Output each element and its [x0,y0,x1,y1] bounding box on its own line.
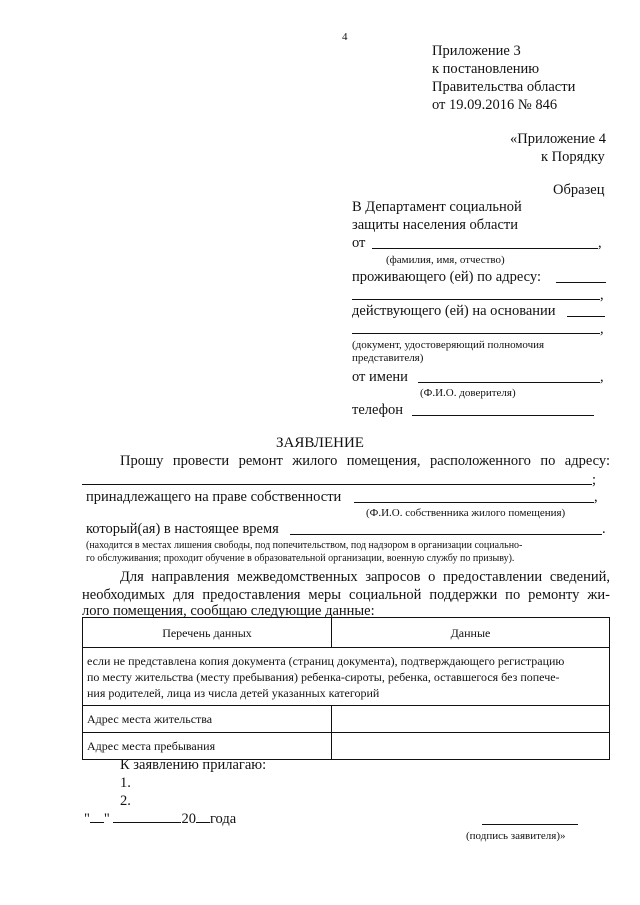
from-hint: (фамилия, имя, отчество) [386,254,505,266]
residing-field-line-2[interactable] [352,299,600,300]
date-close-quote: " [103,811,110,827]
para-line3: лого помещения, сообщаю следующие данные: [82,603,375,619]
acting-label: действующего (ей) на основании [352,303,556,319]
table-header-list: Перечень данных [83,618,332,648]
acting-comma: , [600,321,604,337]
signature-hint: (подпись заявителя)» [466,830,566,842]
doc-hint-line2: представителя) [352,352,424,364]
date-open-quote: " [84,811,90,827]
residence-address-value[interactable] [332,706,610,733]
date-month-field[interactable] [113,810,181,823]
attachments-label: К заявлению прилагаю: [120,757,267,773]
owned-label: принадлежащего на праве собственности [86,489,342,505]
acting-field-line-1[interactable] [567,316,605,317]
situation-period: . [602,521,606,537]
request-line: Прошу провести ремонт жилого помещения, расположенного по адресу: [120,453,610,469]
appendix4-line1: «Приложение 4 [510,131,606,147]
situation-field-line[interactable] [290,534,602,535]
appendix3-line2: к постановлению [432,61,540,77]
page-number: 4 [342,31,348,43]
para-line1: Для направления межведомственных запросов о предоставлении сведений, [120,569,610,585]
situation-hint-line1: (находится в местах лишения свободы, под попечительством, под надзором в организации социально- [86,540,523,551]
stay-address-label: Адрес места пребывания [83,733,332,760]
sample-label: Образец [553,182,605,198]
date-year-field[interactable] [196,810,210,823]
situation-hint-line2: го обслуживания; проходит обучение в образовательной организации, военную службу по призыву). [86,553,515,564]
para-line2: необходимых для предоставления меры социальной поддержки по ремонту жи- [82,587,610,603]
date-line [84,810,236,829]
attachment-item-1: 1. [120,775,131,791]
attachment-item-2: 2. [120,793,131,809]
appendix4-line2: к Порядку [541,149,605,165]
date-year-suffix: года [209,811,237,827]
addressee-line1: В Департамент социальной [352,199,522,215]
acting-field-line-2[interactable] [352,333,600,334]
appendix3-line3: Правительства области [432,79,576,95]
residing-field-line-1[interactable] [556,282,606,283]
data-table [82,617,610,760]
on-behalf-field-line[interactable] [418,382,600,383]
table-header-data: Данные [332,618,610,648]
table-row [83,706,610,733]
from-field-line[interactable] [372,248,598,249]
on-behalf-comma: , [600,369,604,385]
residing-label: проживающего (ей) по адресу: [352,269,541,285]
residing-comma: , [600,287,604,303]
appendix3-line1: Приложение 3 [432,43,521,59]
from-label: от [352,235,366,251]
doc-hint-line1: (документ, удостоверяющий полномочия [352,339,545,351]
signature-field-line[interactable] [482,824,578,825]
from-comma: , [598,235,602,251]
stay-address-value[interactable] [332,733,610,760]
phone-label: телефон [352,402,404,418]
owner-hint: (Ф.И.О. собственника жилого помещения) [366,507,566,519]
table-note-row [83,648,610,706]
appendix3-line4: от 19.09.2016 № 846 [432,97,558,113]
table-note-line1: если не представлена копия документа (страниц документа), подтверждающего регистрацию [87,653,565,668]
residence-address-label: Адрес места жительства [83,706,332,733]
on-behalf-label: от имени [352,369,408,385]
statement-title: ЗАЯВЛЕНИЕ [276,435,364,451]
table-note-line3: ния родителей, лица из числа детей указанных категорий [87,685,380,700]
table-note-line2: по месту жительства (месту пребывания) ребенка-сироты, ребенка, оставшегося без попече- [87,669,560,684]
current-label: который(ая) в настоящее время [86,521,279,537]
date-day-field[interactable] [90,810,104,823]
principal-hint: (Ф.И.О. доверителя) [420,387,516,399]
owner-field-line[interactable] [354,502,594,503]
table-note-cell [83,648,610,706]
addressee-line2: защиты населения области [352,217,518,233]
table-header-row [83,618,610,648]
phone-field-line[interactable] [412,415,594,416]
address-semicolon: ; [592,472,597,488]
owner-comma: , [594,489,598,505]
date-year-prefix: 20 [181,811,196,827]
address-field-line[interactable] [82,484,592,485]
